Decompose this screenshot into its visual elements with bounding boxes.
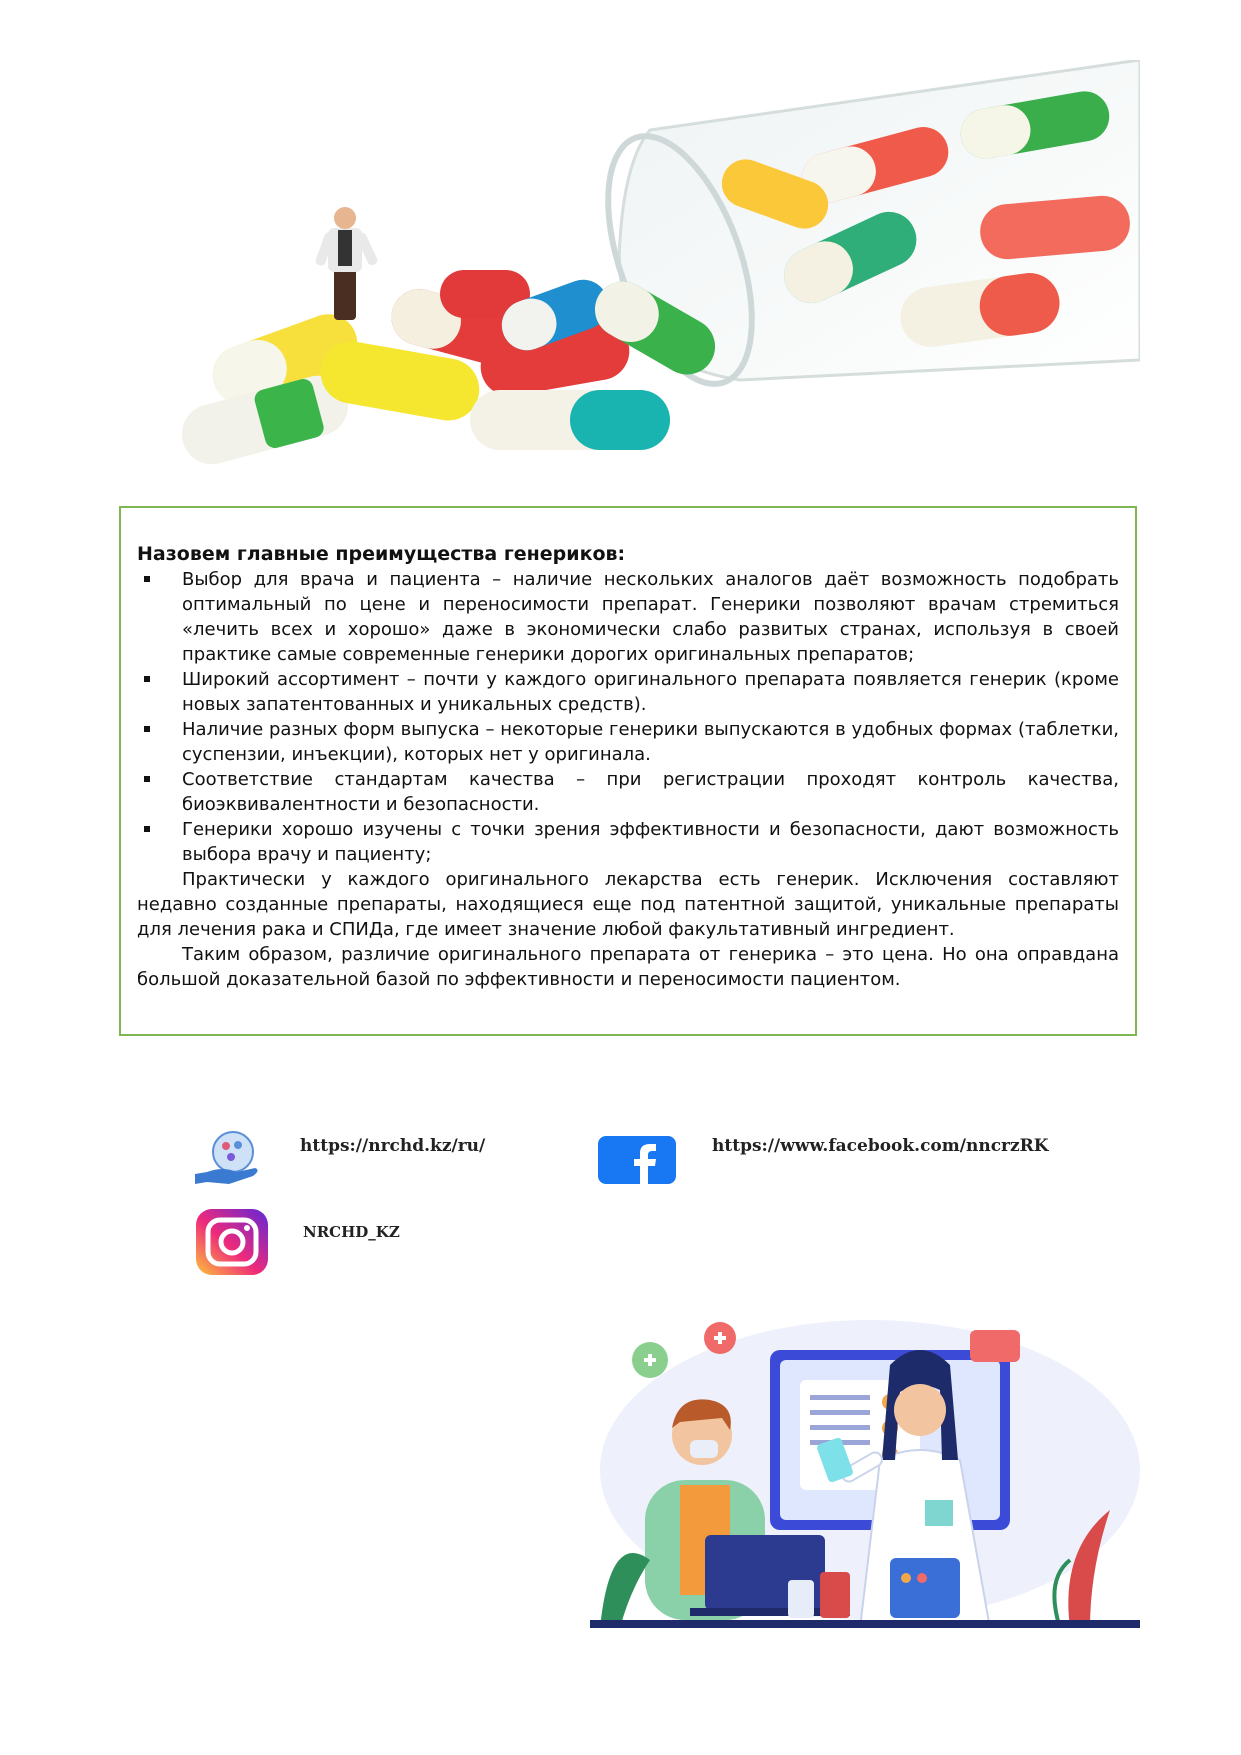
list-item (137, 667, 1119, 717)
facebook-link[interactable]: https://www.facebook.com/nncrzRK (712, 1136, 1049, 1156)
list-item (137, 717, 1119, 767)
bullet-icon (144, 776, 150, 782)
website-link[interactable]: https://nrchd.kz/ru/ (300, 1136, 486, 1156)
bullet-icon (144, 676, 150, 682)
bullet-icon (144, 826, 150, 832)
pharmacist-illustration (590, 1310, 1140, 1628)
info-box (119, 506, 1137, 1036)
list-item (137, 817, 1119, 867)
benefits-list (137, 567, 1119, 867)
list-item-text: Наличие разных форм выпуска – некоторые генерики выпускаются в удобных формах (таблетки, суспензии, инъекции), которых нет у оригинала. (182, 719, 1119, 765)
info-heading: Назовем главные преимущества генериков: (137, 543, 626, 565)
paragraph-exceptions: Практически у каждого оригинального лекарства есть генерик. Исключения составляют недавно созданные препараты, находящиеся еще под патентной защитой, уникальные препараты для лечения рака и СПИДа, где имеет значение любой факультативный ингредиент. (137, 869, 1119, 940)
pills-illustration (180, 60, 1140, 490)
list-item-text: Генерики хорошо изучены с точки зрения эффективности и безопасности, дают возможность выбора врачу и пациенту; (182, 819, 1119, 865)
list-item-text: Выбор для врача и пациента – наличие нескольких аналогов даёт возможность подобрать оптимальный по цене и переносимости препарат. Генерики позволяют врачам стремиться «лечить всех и хорошо» даже в экономически слабо развитых странах, используя в своей практике самые современные генерики дорогих оригинальных препаратов; (182, 569, 1119, 665)
globe-hand-icon (193, 1128, 263, 1188)
bullet-icon (144, 726, 150, 732)
facebook-icon[interactable] (598, 1136, 676, 1184)
list-item (137, 567, 1119, 667)
bullet-icon (144, 576, 150, 582)
list-item-text: Широкий ассортимент – почти у каждого оригинального препарата появляется генерик (кроме новых запатентованных и уникальных средств). (182, 669, 1119, 715)
list-item-text: Соответствие стандартам качества – при регистрации проходят контроль качества, биоэквивалентности и безопасности. (182, 769, 1119, 815)
list-item (137, 767, 1119, 817)
instagram-icon[interactable] (192, 1209, 272, 1275)
instagram-handle[interactable]: NRCHD_KZ (303, 1223, 400, 1241)
paragraph-conclusion: Таким образом, различие оригинального препарата от генерика – это цена. Но она оправдана большой доказательной базой по эффективности и переносимости пациентом. (137, 944, 1119, 990)
